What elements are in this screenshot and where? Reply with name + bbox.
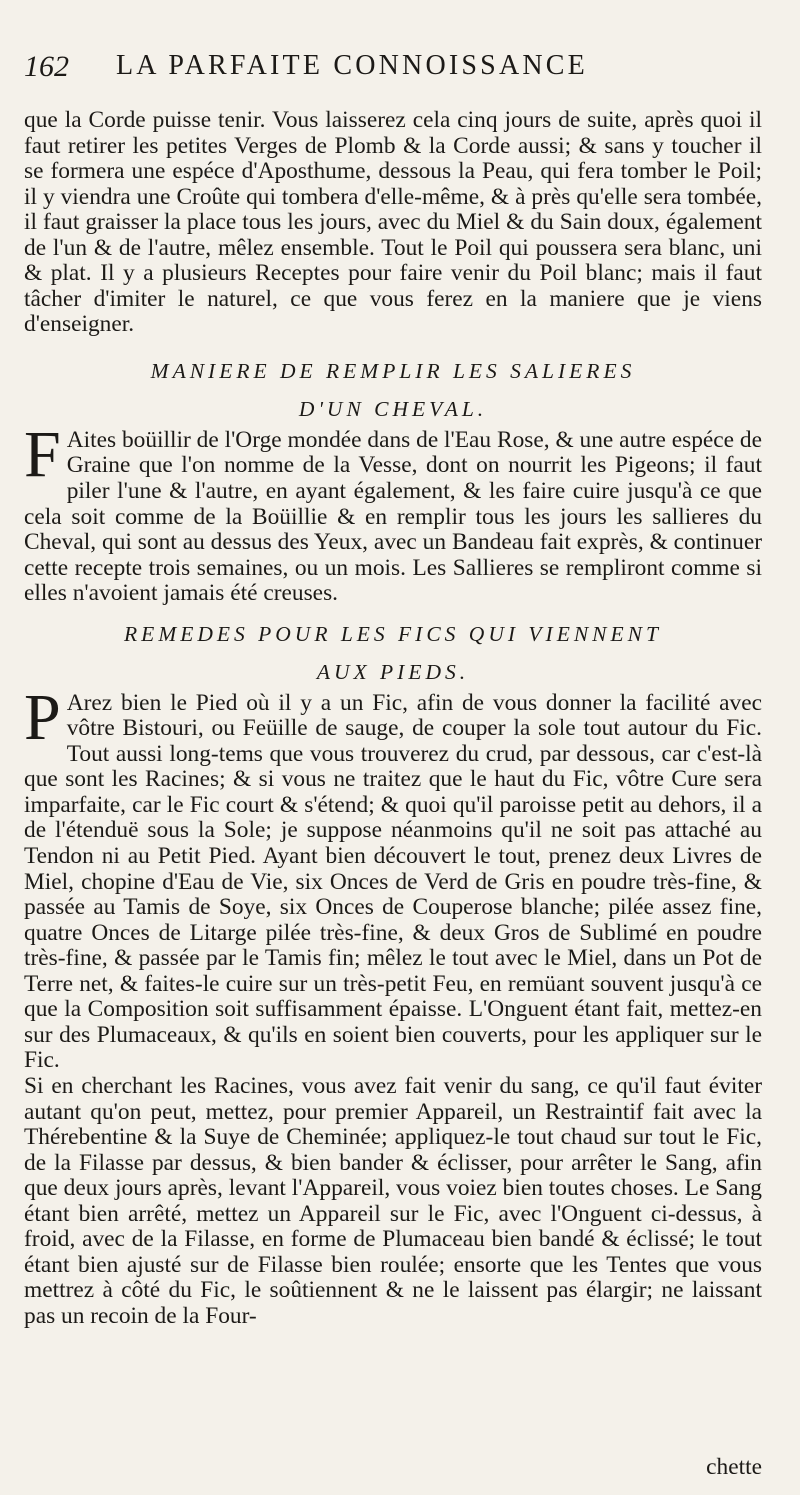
page-header (24, 50, 762, 94)
section-heading-line-1: REMEDES POUR LES FICS QUI VIENNENT (124, 621, 662, 646)
fics-paragraph-1 (24, 680, 762, 1074)
catchword: chette (706, 1454, 762, 1480)
drop-cap-letter: F (24, 417, 61, 491)
section-heading-line-1: MANIERE DE REMPLIR LES SALIERES (150, 358, 636, 383)
fics-text-1: Arez bien le Pied où il y a un Fic, afin de vous donner la facilité avec vôtre Bistouri, ou Feüille de sauge, de couper la sole tout autour du Fic. Tout aussi long-tems que vous trouverez du crud, par dessous, car c'est-là que sont les Racines; & si vous ne traitez que le haut du Fic, vôtre Cure sera imparfaite, car le Fic court & s'étend; & quoi qu'il paroisse petit au dehors, il a de l'étenduë sous la Sole; je suppose néanmoins qu'il ne soit pas attaché au Tendon ni au Petit Pied. Ayant bien découvert le tout, prenez deux Livres de Miel, chopine d'Eau de Vie, six Onces de Verd de Gris en poudre très-fine, & passée au Tamis de Soye, six Onces de Couperose blanche; pilée assez fine, quatre Onces de Litarge pilée très-fine, & deux Gros de Sublimé en poudre très-fine, & passée par le Tamis fin; mêlez le tout avec le Miel, dans un Pot de Terre net, & faites-le cuire sur un très-petit Feu, en remüant souvent jusqu'à ce que la Composition soit suffisamment épaisse. L'Onguent étant fait, mettez-en sur des Plumaceaux, & qu'ils en soient bien couverts, pour les appliquer sur le Fic. (24, 689, 762, 1074)
running-title: LA PARFAITE CONNOISSANCE (116, 50, 588, 81)
section-heading-fics (24, 615, 762, 691)
opening-paragraph: que la Corde puisse tenir. Vous laisserez cela cinq jours de suite, après quoi il faut retirer les petites Verges de Plomb & la Corde aussi; & sans y toucher il se formera une espéce d'Aposthume, dessous la Peau, qui fera tomber le Poil; il y viendra une Croûte qui tombera d'elle-même, & à près qu'elle sera tombée, il faut graisser la place tous les jours, avec du Miel & du Sain doux, également de l'un & de l'autre, mêlez ensemble. Tout le Poil qui poussera sera blanc, uni & plat. Il y a plusieurs Receptes pour faire venir du Poil blanc; mais il faut tâcher d'imiter le naturel, ce que vous ferez en la maniere que je viens d'enseigner. (24, 107, 762, 338)
section-heading-line-2: D'UN CHEVAL. (298, 396, 488, 421)
drop-cap-letter: P (24, 680, 61, 754)
section-heading-line-2: AUX PIEDS. (316, 659, 470, 684)
fics-paragraph-2: Si en cherchant les Racines, vous avez fait venir du sang, ce qu'il faut éviter autant qu'on peut, mettez, pour premier Appareil, un Restraintif fait avec la Thérebentine & la Suye de Cheminée; appliquez-le tout chaud sur tout le Fic, de la Filasse par dessus, & bien bander & éclisser, pour arrêter le Sang, afin que deux jours après, levant l'Appareil, vous voiez bien toutes choses. Le Sang étant bien arrêté, mettez un Appareil sur le Fic, avec l'Onguent ci-dessus, à froid, avec de la Filasse, en forme de Plumaceau bien bandé & éclissé; le tout étant bien ajusté sur de Filasse bien roulée; ensorte que les Tentes que vous mettrez à côté du Fic, le soûtiennent & ne le laissent pas élargir; ne laissant pas un recoin de la Four- (24, 1072, 762, 1329)
salieres-text: Aites boüillir de l'Orge mondée dans de l'Eau Rose, & une autre espéce de Graine que l'on nomme de la Vesse, dont on nourrit les Pigeons; il faut piler l'une & l'autre, en ayant également, & les faire cuire jusqu'à ce que cela soit comme de la Boüillie & en remplir tous les jours les sallieres du Cheval, qui sont au dessus des Yeux, avec un Bandeau fait exprès, & continuer cette recepte trois semaines, ou un mois. Les Sallieres se rempliront comme si elles n'avoient jamais été creuses. (24, 426, 762, 607)
page-number: 162 (24, 50, 69, 83)
salieres-paragraph (24, 417, 762, 607)
section-heading-salieres (24, 352, 762, 428)
page-body (24, 108, 762, 1329)
